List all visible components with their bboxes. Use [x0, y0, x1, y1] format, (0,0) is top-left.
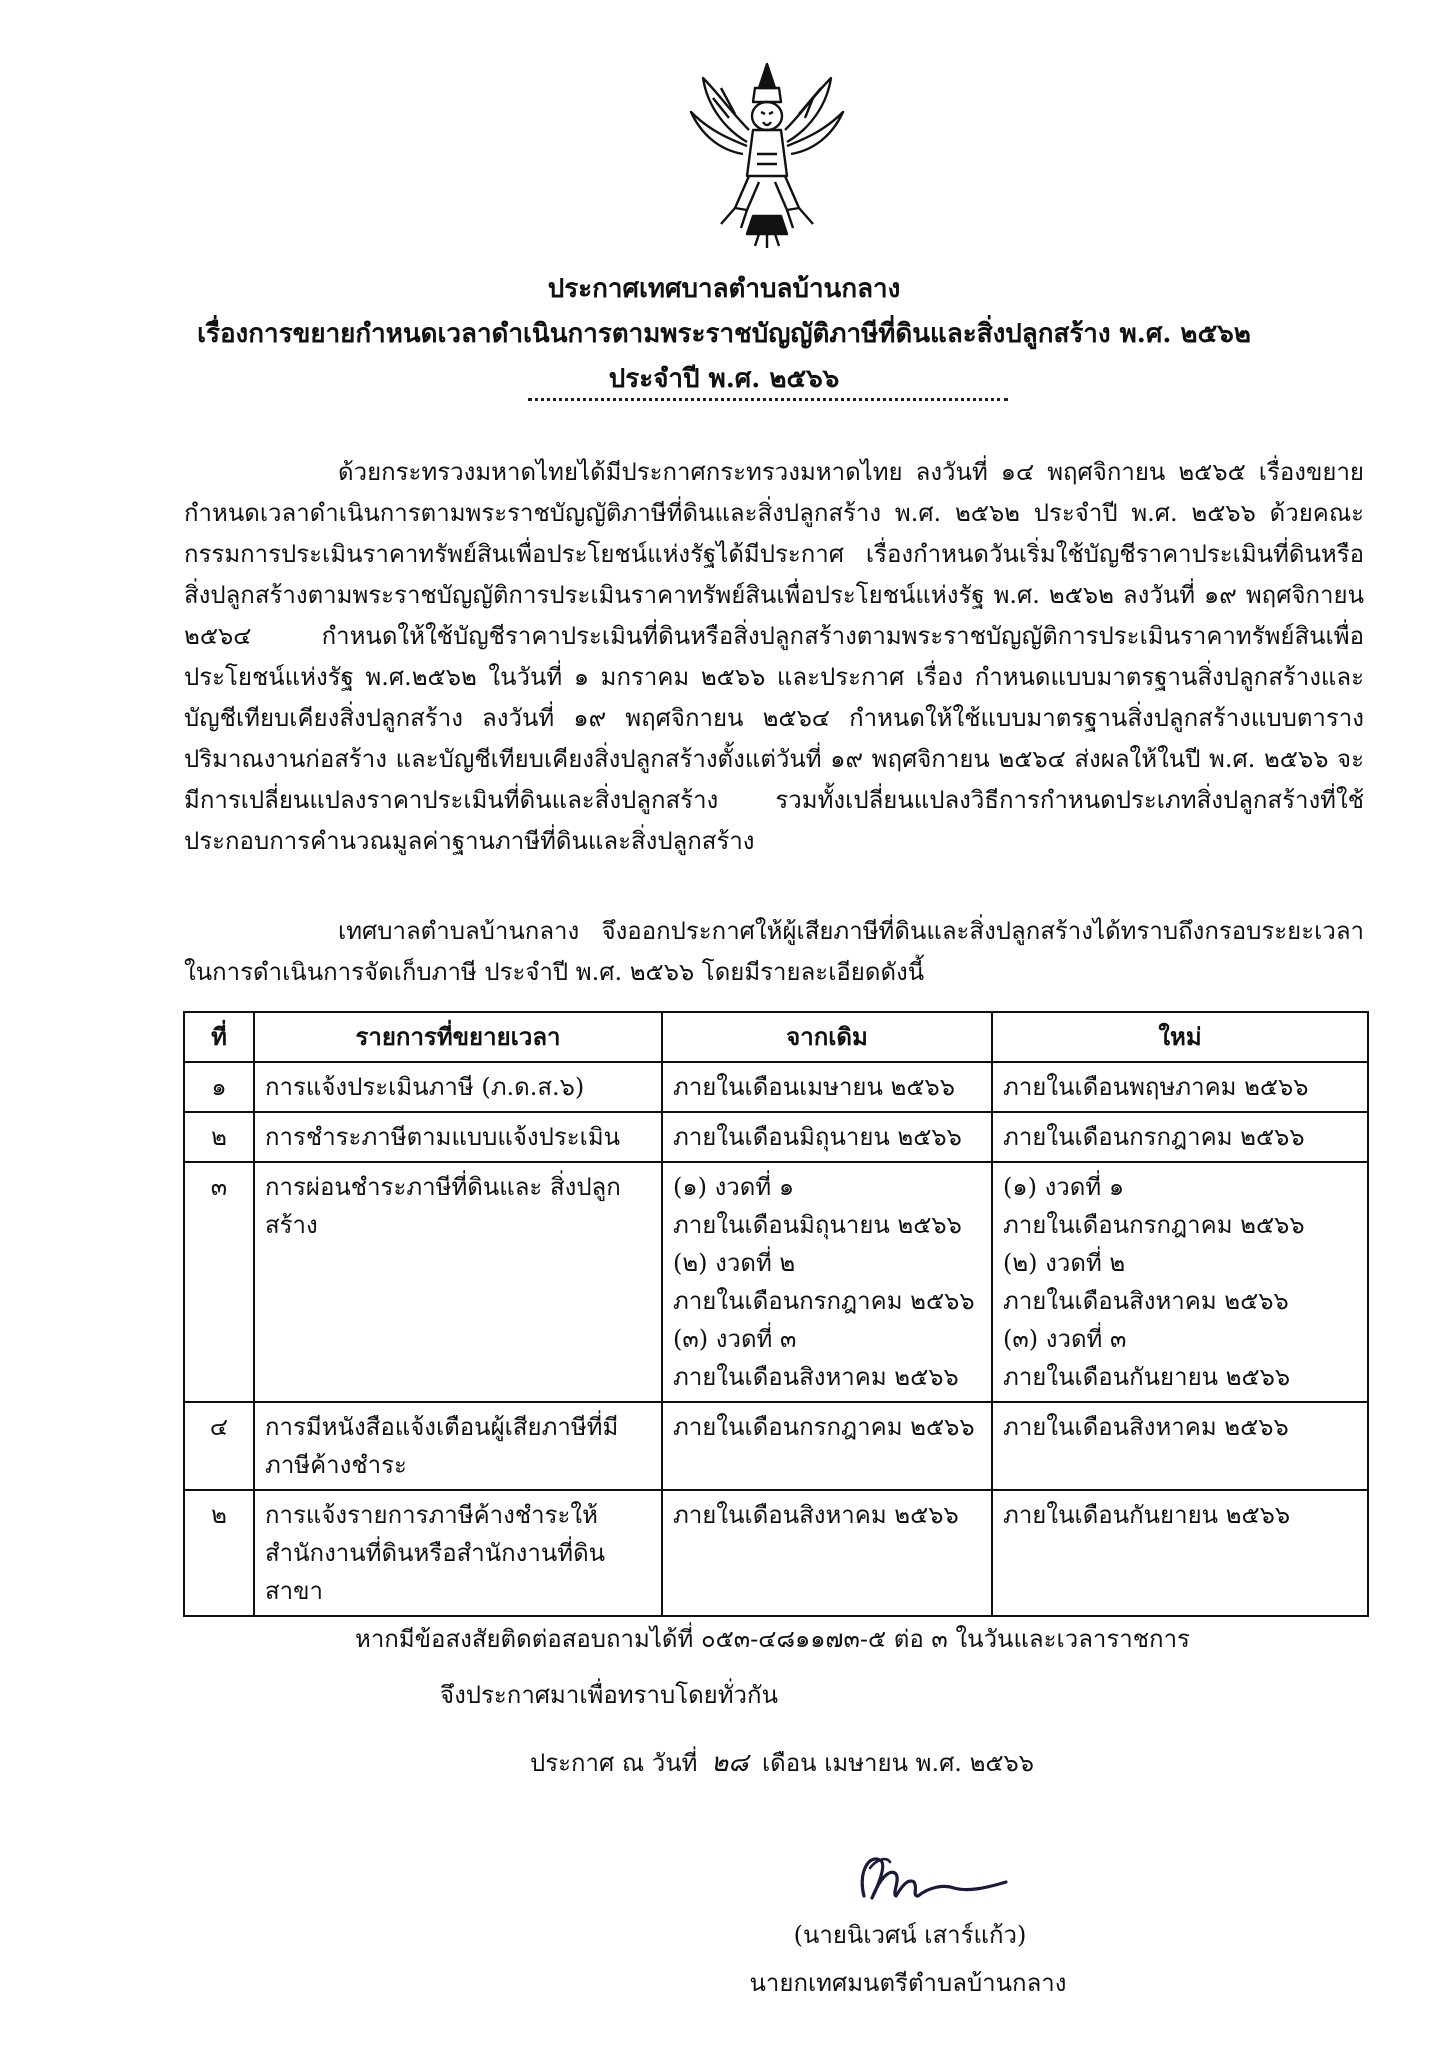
cell-text: ภายในเดือนกันยายน ๒๕๖๖: [1003, 1363, 1291, 1391]
cell-text: (๒) งวดที่ ๒: [1003, 1249, 1126, 1277]
table-cell-no: ๓: [184, 1162, 254, 1402]
table-body: [184, 1062, 1368, 1616]
announcement-date: [530, 1746, 1034, 1780]
announcement-title: ประกาศเทศบาลตำบลบ้านกลาง: [547, 274, 901, 304]
table-cell-no: ๒: [184, 1112, 254, 1162]
cell-text: ภายในเดือนพฤษภาคม ๒๕๖๖: [1003, 1073, 1309, 1101]
table-row: [184, 1062, 1368, 1112]
date-prefix: ประกาศ ณ วันที่: [530, 1749, 698, 1777]
announcement-closing: จึงประกาศมาเพื่อทราบโดยทั่วกัน: [440, 1681, 778, 1709]
cell-text: การมีหนังสือแจ้งเตือนผู้เสียภาษีที่มีภาษีค้างชำระ: [265, 1413, 619, 1479]
cell-text: ภายในเดือนกรกฎาคม ๒๕๖๖: [1003, 1211, 1305, 1239]
table-cell-item: [254, 1062, 662, 1112]
table-cell-new: [992, 1402, 1368, 1490]
cell-text: ภายในเดือนกันยายน ๒๕๖๖: [1003, 1501, 1291, 1529]
schedule-table: [183, 1011, 1369, 1617]
cell-text: ภายในเดือนมิถุนายน ๒๕๖๖: [673, 1123, 962, 1151]
signer-name: (นายนิเวศน์ เสาร์แก้ว): [793, 1921, 1027, 1949]
body-paragraph-2: [184, 911, 1364, 993]
table-row: [184, 1402, 1368, 1490]
cell-text: ภายในเดือนสิงหาคม ๒๕๖๖: [1003, 1287, 1289, 1315]
table-cell-new: [992, 1162, 1368, 1402]
column-header-no: ที่: [184, 1012, 254, 1062]
table-cell-item: [254, 1402, 662, 1490]
cell-text: (๑) งวดที่ ๑: [1003, 1173, 1125, 1201]
body-paragraph-1: [184, 452, 1364, 862]
cell-text: ภายในเดือนสิงหาคม ๒๕๖๖: [673, 1363, 959, 1391]
table-cell-old: [662, 1490, 992, 1616]
table-cell-old: [662, 1062, 992, 1112]
cell-text: การแจ้งรายการภาษีค้างชำระให้สำนักงานที่ดินหรือสำนักงานที่ดินสาขา: [265, 1501, 606, 1605]
table-cell-old: [662, 1402, 992, 1490]
date-suffix: เดือน เมษายน พ.ศ. ๒๕๖๖: [761, 1749, 1035, 1777]
table-header-row: [184, 1012, 1368, 1062]
cell-text: ภายในเดือนกรกฎาคม ๒๕๖๖: [1003, 1123, 1305, 1151]
table-cell-item: [254, 1490, 662, 1616]
cell-text: (๑) งวดที่ ๑: [673, 1173, 795, 1201]
signer-position: นายกเทศมนตรีตำบลบ้านกลาง: [749, 1969, 1067, 1997]
cell-text: การชำระภาษีตามแบบแจ้งประเมิน: [265, 1123, 621, 1151]
cell-text: (๓) งวดที่ ๓: [1003, 1325, 1127, 1353]
table-cell-new: [992, 1490, 1368, 1616]
cell-text: (๒) งวดที่ ๒: [673, 1249, 796, 1277]
cell-text: ภายในเดือนกรกฎาคม ๒๕๖๖: [673, 1413, 975, 1441]
column-header-new: ใหม่: [992, 1012, 1368, 1062]
column-header-item: รายการที่ขยายเวลา: [254, 1012, 662, 1062]
column-header-old: จากเดิม: [662, 1012, 992, 1062]
date-day-handwritten: ๒๘: [711, 1748, 749, 1778]
table-cell-old: [662, 1112, 992, 1162]
table-cell-new: [992, 1062, 1368, 1112]
cell-text: การแจ้งประเมินภาษี (ภ.ด.ส.๖): [265, 1073, 585, 1101]
garuda-emblem-icon: [683, 58, 851, 250]
cell-text: การผ่อนชำระภาษีที่ดินและ สิ่งปลูกสร้าง: [265, 1173, 621, 1239]
cell-text: ภายในเดือนสิงหาคม ๒๕๖๖: [1003, 1413, 1289, 1441]
cell-text: ภายในเดือนเมษายน ๒๕๖๖: [673, 1073, 955, 1101]
contact-info: หากมีข้อสงสัยติดต่อสอบถามได้ที่ ๐๕๓-๔๘๑๑๗๓-๕ ต่อ ๓ ในวันและเวลาราชการ: [355, 1625, 1190, 1653]
cell-text: ภายในเดือนมิถุนายน ๒๕๖๖: [673, 1211, 962, 1239]
table-cell-item: [254, 1112, 662, 1162]
cell-text: ภายในเดือนสิงหาคม ๒๕๖๖: [673, 1501, 959, 1529]
paragraph-text: ด้วยกระทรวงมหาดไทยได้มีประกาศกระทรวงมหาดไทย ลงวันที่ ๑๔ พฤศจิกายน ๒๕๖๕ เรื่องขยายกำหนดเวลาดำเนินการตามพระราชบัญญัติภาษีที่ดินและสิ่งปลูกสร้าง พ.ศ. ๒๕๖๒ ประจำปี พ.ศ. ๒๕๖๖ ด้วยคณะกรรมการประเมินราคาทรัพย์สินเพื่อประโยชน์แห่งรัฐได้มีประกาศ เรื่องกำหนดวันเริ่มใช้บัญชีราคาประเมินที่ดินหรือสิ่งปลูกสร้างตามพระราชบัญญัติการประเมินราคาทรัพย์สินเพื่อประโยชน์แห่งรัฐ พ.ศ. ๒๕๖๒ ลงวันที่ ๑๙ พฤศจิกายน ๒๕๖๔ กำหนดให้ใช้บัญชีราคาประเมินที่ดินหรือสิ่งปลูกสร้างตามพระราชบัญญัติการประเมินราคาทรัพย์สินเพื่อประโยชน์แห่งรัฐ พ.ศ.๒๕๖๒ ในวันที่ ๑ มกราคม ๒๕๖๖ และประกาศ เรื่อง กำหนดแบบมาตรฐานสิ่งปลูกสร้างและบัญชีเทียบเคียงสิ่งปลูกสร้าง ลงวันที่ ๑๙ พฤศจิกายน ๒๕๖๔ กำหนดให้ใช้แบบมาตรฐานสิ่งปลูกสร้างแบบตารางปริมาณงานก่อสร้าง และบัญชีเทียบเคียงสิ่งปลูกสร้างตั้งแต่วันที่ ๑๙ พฤศจิกายน ๒๕๖๔ ส่งผลให้ในปี พ.ศ. ๒๕๖๖ จะมีการเปลี่ยนแปลงราคาประเมินที่ดินและสิ่งปลูกสร้าง รวมทั้งเปลี่ยนแปลงวิธีการกำหนดประเภทสิ่งปลูกสร้างที่ใช้ประกอบการคำนวณมูลค่าฐานภาษีที่ดินและสิ่งปลูกสร้าง: [184, 458, 1364, 855]
announcement-year: ประจำปี พ.ศ. ๒๕๖๖: [608, 364, 840, 394]
table-cell-no: ๒: [184, 1490, 254, 1616]
table-row: [184, 1112, 1368, 1162]
table-cell-old: [662, 1162, 992, 1402]
table-row: [184, 1162, 1368, 1402]
table-cell-new: [992, 1112, 1368, 1162]
table-cell-no: ๑: [184, 1062, 254, 1112]
handwritten-signature: [846, 1838, 1016, 1916]
paragraph-text: เทศบาลตำบลบ้านกลาง จึงออกประกาศให้ผู้เสียภาษีที่ดินและสิ่งปลูกสร้างได้ทราบถึงกรอบระยะเวลาในการดำเนินการจัดเก็บภาษี ประจำปี พ.ศ. ๒๕๖๖ โดยมีรายละเอียดดังนี้: [184, 917, 1364, 986]
table-cell-item: [254, 1162, 662, 1402]
table-cell-no: ๔: [184, 1402, 254, 1490]
table-row: [184, 1490, 1368, 1616]
announcement-subject: เรื่องการขยายกำหนดเวลาดำเนินการตามพระราชบัญญัติภาษีที่ดินและสิ่งปลูกสร้าง พ.ศ. ๒๕๖๒: [197, 319, 1251, 349]
cell-text: ภายในเดือนกรกฎาคม ๒๕๖๖: [673, 1287, 975, 1315]
dotted-divider: [528, 398, 1008, 401]
cell-text: (๓) งวดที่ ๓: [673, 1325, 797, 1353]
